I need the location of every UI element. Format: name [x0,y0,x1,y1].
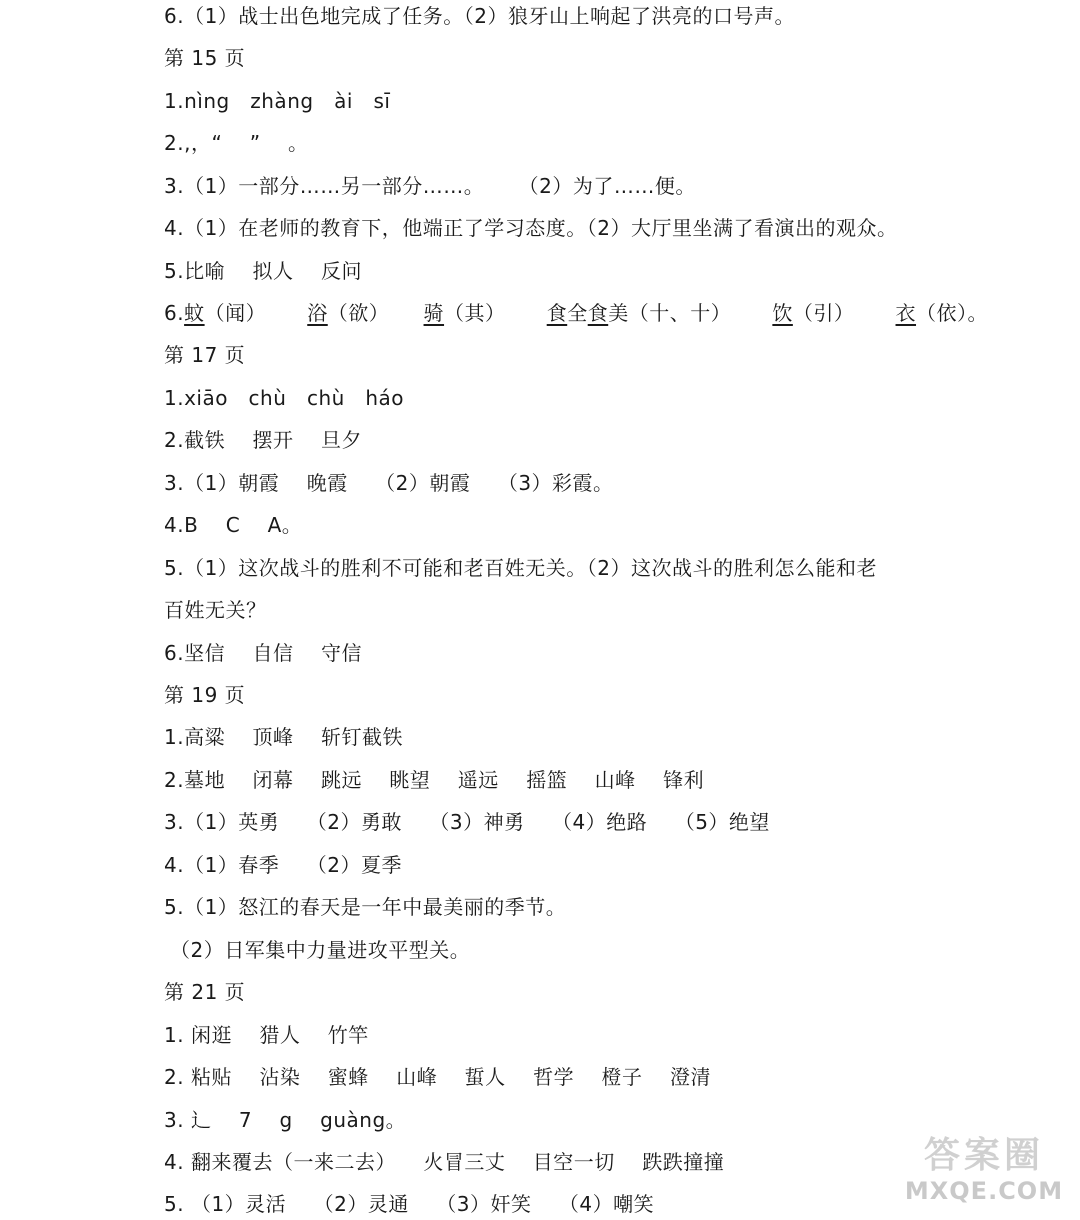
underlined-char: 食 [587,301,609,325]
answer-line: 5.（1）怒江的春天是一年中最美丽的季节。 [164,895,567,919]
underlined-char: 骑 [423,301,445,325]
page-heading: 第 15 页 [164,46,246,70]
underlined-char: 浴 [307,301,328,325]
underlined-char: 蚊 [184,301,205,325]
line-segment: 美（十、十） [608,301,773,325]
answer-line: 3.（1）英勇 （2）勇敢 （3）神勇 （4）绝路 （5）绝望 [164,810,770,834]
answer-line: 3.（1）朝霞 晚霞 （2）朝霞 （3）彩霞。 [164,471,614,495]
answer-line: 6.（1）战士出色地完成了任务。（2）狼牙山上响起了洪亮的口号声。 [164,4,796,28]
line-segment: （依）。 [916,301,989,325]
page-heading: 第 19 页 [164,683,246,707]
answer-line: 2.墓地 闭幕 跳远 眺望 遥远 摇篮 山峰 锋利 [164,768,705,792]
line-segment: （其） [444,301,547,325]
line-segment: （引） [792,301,896,325]
answer-line: 5.比喻 拟人 反问 [164,259,362,283]
answer-line: 1.高粱 顶峰 斩钉截铁 [164,725,403,749]
answer-line: 5.（1）这次战斗的胜利不可能和老百姓无关。（2）这次战斗的胜利怎么能和老 [164,556,878,580]
answer-line: 6.坚信 自信 守信 [164,641,362,665]
answer-line: 1. 闲逛 猎人 竹竿 [164,1023,369,1047]
answer-line: 1.xiāo chù chù háo [164,386,405,410]
watermark-url: MXQE.COM [904,1177,1064,1205]
answer-line: 2.截铁 摆开 旦夕 [164,428,362,452]
answer-line: 2.,，“ ” 。 [164,131,309,155]
line-segment: 全 [567,301,588,325]
answer-line: 3.（1）一部分……另一部分……。 （2）为了……便。 [164,174,696,198]
underlined-char: 衣 [895,301,917,325]
line-segment: （闻） [204,301,308,325]
answer-line: 4.B C A。 [164,513,303,537]
answer-line: 5. （1）灵活 （2）灵通 （3）奸笑 （4）嘲笑 [164,1192,655,1216]
watermark-logo-text: 答案圈 [923,1135,1044,1176]
answer-line: 4.（1）在老师的教育下，他端正了学习态度。（2）大厅里坐满了看演出的观众。 [164,216,898,240]
answer-line: （2）日军集中力量进攻平型关。 [170,938,471,962]
answer-line: 4.（1）春季 （2）夏季 [164,853,402,877]
underlined-char: 饮 [772,301,793,325]
page-heading: 第 21 页 [164,980,246,1004]
answer-line-underlined [164,299,988,327]
answer-line: 4. 翻来覆去（一来二去） 火冒三丈 目空一切 跌跌撞撞 [164,1150,725,1174]
answer-line: 3. 辶 7 g guàng。 [164,1108,407,1132]
underlined-char: 食 [546,301,568,325]
answer-line: 1.nìng zhàng ài sī [164,89,391,113]
page-heading: 第 17 页 [164,343,246,367]
line-segment: （欲） [327,301,424,325]
site-watermark [894,1136,1074,1214]
answer-line: 2. 粘贴 沾染 蜜蜂 山峰 蜇人 哲学 橙子 澄清 [164,1065,711,1089]
answer-line: 百姓无关？ [164,598,267,622]
line-segment: 6. [164,301,185,325]
